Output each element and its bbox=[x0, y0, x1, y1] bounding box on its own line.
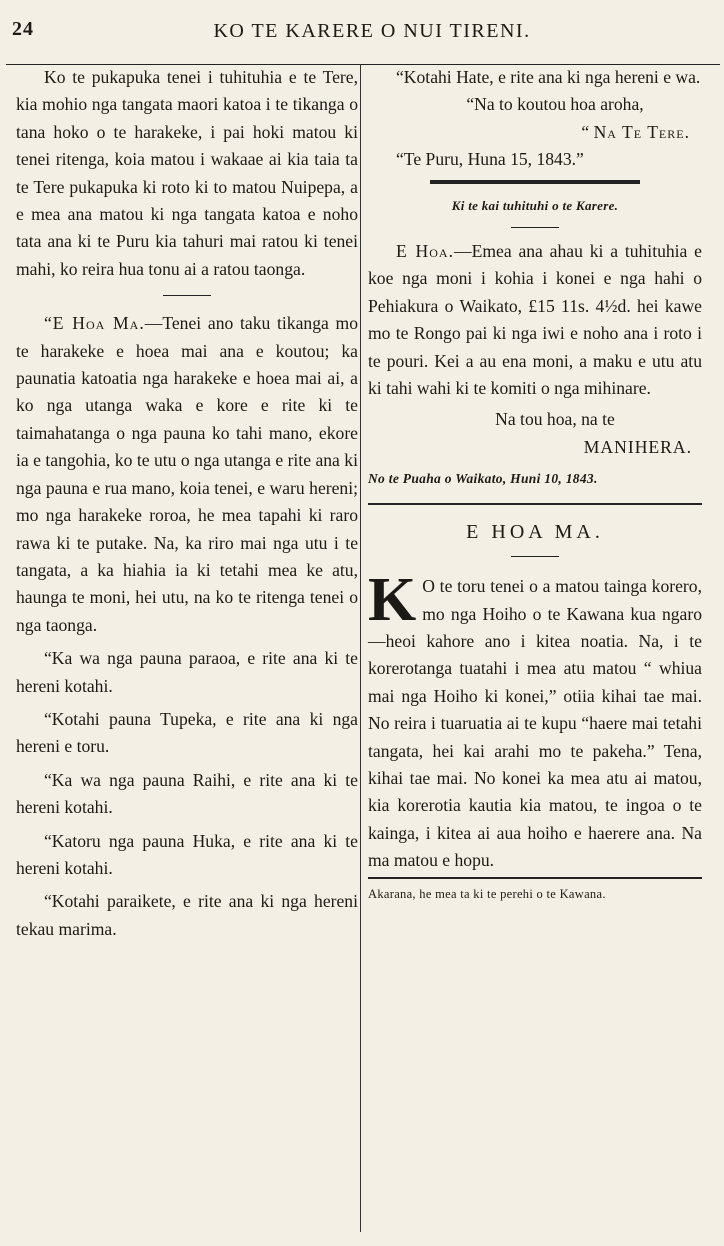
letter-paragraph bbox=[16, 310, 358, 639]
signer-name: Na Te Tere. bbox=[593, 121, 690, 142]
intro-paragraph: Ko te pukapuka tenei i tuhituhia e te Tere, kia mohio nga tangata maori katoa i te tikanga o tana hoko o te harakeke, i pai hoki matou ki tenei ritenga, koia matou i wakaae ai kia taia ta te Tere pukapuka ki roto ki to matou Nuipepa, a e mea ana matou ki nga tangata katoa e noho tata ana ki te Puru kia tahuri mai ratou ki tenei mahi, ko reira hua tonu ai a ratou taonga. bbox=[16, 67, 358, 279]
letter-closing: “Na to koutou hoa aroha, bbox=[466, 94, 644, 115]
price-item-continued: “Kotahi Hate, e rite ana ki nga hereni e wa. bbox=[396, 67, 701, 87]
page-number: 24 bbox=[12, 18, 34, 40]
letter2-body: —Emea ana ahau ki a tuhituhia e koe nga moni i kohia i konei e nga hahi o Pehiakura o Waikato, £15 11s. 4½d. hei kawe mo te Rongo pai ki nga iwi e noho ana i roto i te pouri. Kei a au ena moni, a maku e utu atu ki tahi wahi ki te komiti o nga mihinare. bbox=[368, 241, 702, 399]
section-separator-full bbox=[368, 503, 702, 505]
section-body: O te toru tenei o a matou tainga korero, mo nga Hoiho o te Kawana kua ngaro—heoi kahore ano i kitea noatia. Na, i te korerotanga tuatahi i mea atu matou “ whiua mai nga Hoiho ki konei,” otiia kihai tae mai. No reira i tuaruatia ai te kupu “haere mai tetahi tangata, hei kai arahi mo te pakeha.” Tena, kihai tae mai. No konei ka mea atu ai matou, kia korerotia kautia kia matou, te ingoa o te kainga, i kitea ai aua hoiho e haerere ana. Na ma matou e hopu. bbox=[368, 576, 702, 871]
section-paragraph bbox=[368, 566, 702, 874]
letter-salutation: “E Hoa Ma. bbox=[44, 313, 145, 334]
letter-place-date: “Te Puru, Huna 15, 1843.” bbox=[396, 149, 584, 170]
price-item: “Ka wa nga pauna Raihi, e rite ana ki te hereni kotahi. bbox=[16, 769, 358, 818]
printer-imprint: Akarana, he mea ta ki te perehi o te Kawana. bbox=[368, 877, 702, 903]
drop-cap: K bbox=[368, 566, 417, 635]
letter-body: —Tenei ano taku tikanga mo te harakeke e hoea mai ana e koutou; ka paunatia katoatia nga harakeke e hoea mai ai, a ko nga utanga waka e kore e rite ki te taimahatanga o nga pauna ko tahi mano, ekore ia e tangohia, ko te utu o nga utanga e rite ana ki nga pauna e rua mano, koia tenei, e waru hereni; mo nga harakeke roroa, he mea tapahi ki raro rawa ki te putake. Na, ka riro mai nga utu i te tangata, a ka hiahia ia ki tetahi mea ke atu, haunga te moni, hei utu, na ko te ritenga tenei o nga taonga. bbox=[16, 313, 358, 635]
section-heading: E HOA MA. bbox=[466, 520, 604, 543]
letter2-address: Ki te kai tuhituhi o te Karere. bbox=[451, 197, 619, 213]
letter2-paragraph bbox=[368, 238, 702, 402]
letter2-salutation: E Hoa. bbox=[396, 241, 454, 262]
letter2-signer: MANIHERA. bbox=[583, 436, 692, 457]
section-separator bbox=[511, 556, 559, 557]
section-separator bbox=[511, 227, 559, 228]
section-separator bbox=[163, 295, 211, 296]
right-column bbox=[368, 64, 702, 1246]
price-item: “Katoru nga pauna Huka, e rite ana ki te hereni kotahi. bbox=[16, 830, 358, 878]
left-column bbox=[16, 64, 358, 1246]
price-item: “Ka wa nga pauna paraoa, e rite ana ki te hereni kotahi. bbox=[16, 648, 358, 696]
page-header bbox=[0, 14, 724, 50]
letter2-closing: Na tou hoa, na te bbox=[495, 409, 615, 430]
newspaper-title: KO TE KARERE O NUI TIRENI. bbox=[213, 20, 531, 42]
letter2-place-date: No te Puaha o Waikato, Huni 10, 1843. bbox=[368, 471, 598, 487]
price-item: “Kotahi pauna Tupeka, e rite ana ki nga hereni e toru. bbox=[16, 708, 358, 757]
section-separator-thick bbox=[430, 180, 640, 184]
price-item: “Kotahi paraikete, e rite ana ki nga hereni tekau marima. bbox=[16, 891, 358, 939]
column-divider bbox=[360, 64, 361, 1232]
letter-signer bbox=[368, 119, 702, 146]
signer-quote: “ bbox=[581, 121, 594, 142]
